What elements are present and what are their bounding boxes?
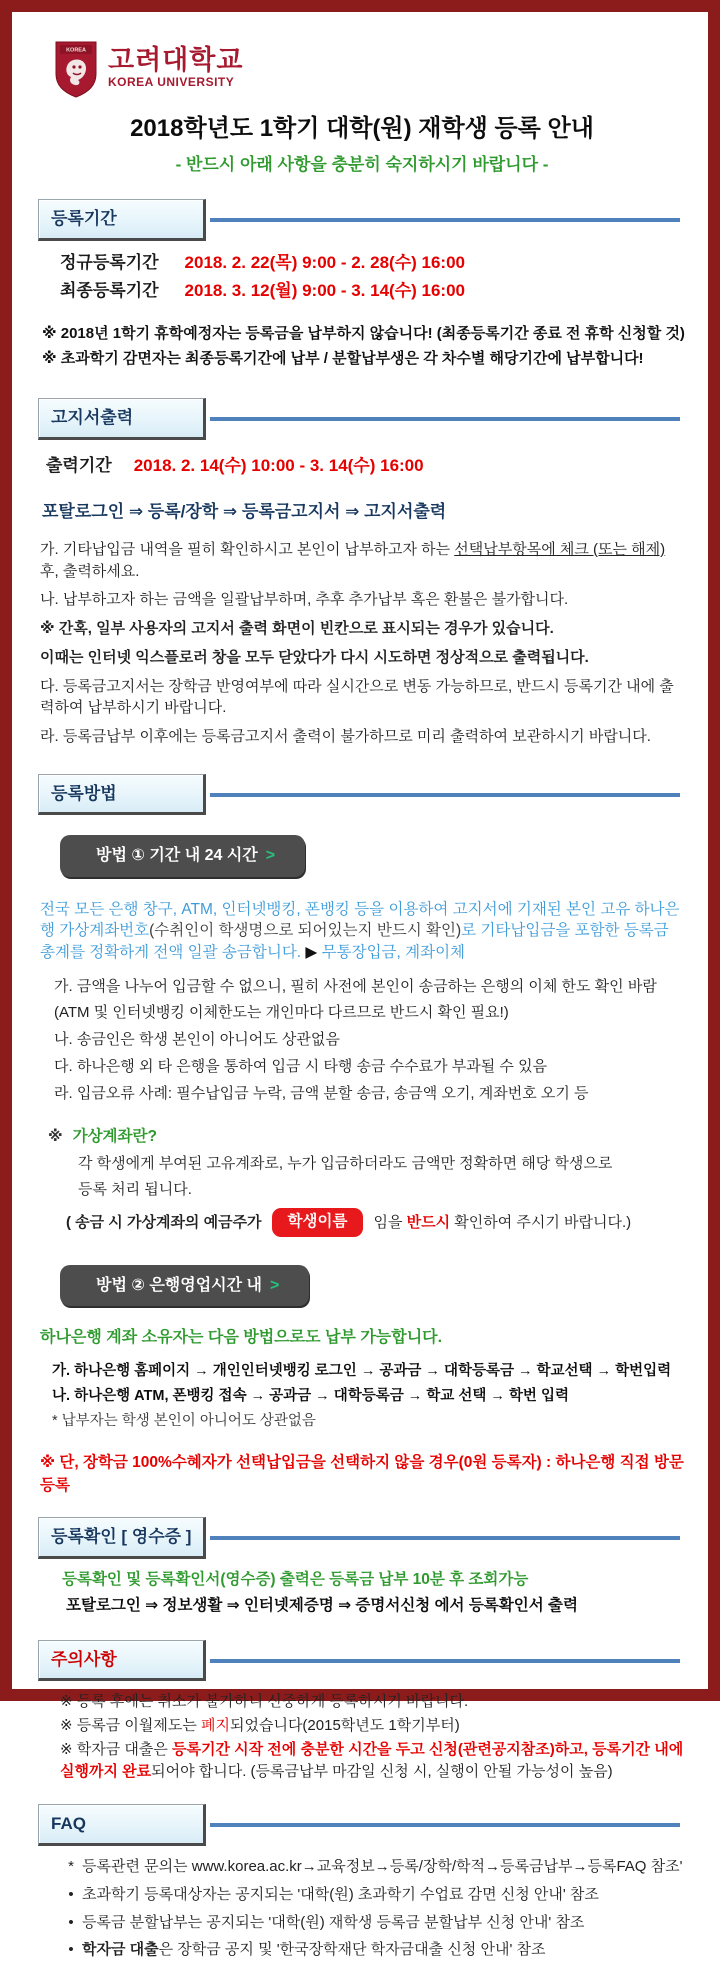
invoice-print-row [46,454,686,479]
caution-note-2-red: 폐지 [201,1717,230,1735]
method1-desc-blue-3: 무통장입금, 계좌이체 [321,943,466,961]
period-row-final [60,279,686,304]
faq-item [60,1939,686,1961]
confirm-post: 확인하여 주시기 바랍니다.) [454,1213,632,1231]
confirm-emphasis: 반드시 [406,1213,451,1231]
section-divider-line [210,1823,680,1827]
bullet-icon: • [68,1941,74,1959]
section-period-heading: 등록기간 [38,199,206,241]
period-label: 최종등록기간 [60,280,159,300]
section-caution-header [38,1640,686,1682]
section-method-header [38,774,686,816]
section-method-heading: 등록방법 [38,774,206,816]
caution-note-2 [60,1715,686,1737]
confirm-pre-text: ( 송금 시 가상계좌의 예금주가 [66,1213,262,1231]
period-row-regular [60,251,686,276]
invoice-item-a-pre: 가. 기타납입금 내역을 필히 확인하시고 본인이 납부하고자 하는 [40,540,455,558]
section-invoice-header [38,398,686,440]
section-divider-line [210,1536,680,1540]
method2-button-label: 방법 ② 은행영업시간 내 [96,1276,262,1294]
section-caution-heading: 주의사항 [38,1640,206,1682]
play-marker-icon: ▶ [301,943,322,961]
faq-item [60,1912,686,1934]
chevron-right-icon: > [270,1276,280,1294]
print-period-label: 출력기간 [46,455,112,475]
virtual-account-confirm-line [66,1208,686,1236]
confirm-portal-path: 포탈로그인 ⇒ 정보생활 ⇒ 인터넷제증명 ⇒ 증명서신청 에서 등록확인서 출력 [66,1597,578,1615]
invoice-note-bold-2: 이때는 인터넷 익스플로러 창을 모두 닫았다가 다시 시도하면 정상적으로 출력됩니다. [40,648,589,666]
method1-description [40,899,686,964]
invoice-note-bold-1: ※ 간혹, 일부 사용자의 고지서 출력 화면이 빈칸으로 표시되는 경우가 있습니다. [40,620,554,638]
method1-item-a-sub: (ATM 및 인터넷뱅킹 이체한도는 개인마다 다르므로 반드시 확인 필요!) [54,1004,509,1022]
section-invoice-heading: 고지서출력 [38,398,206,440]
method2-button [60,1265,309,1306]
invoice-portal-path: 포탈로그인 ⇒ 등록/장학 ⇒ 등록금고지서 ⇒ 고지서출력 [42,502,447,522]
method1-item-d: 라. 입금오류 사례: 필수납입금 누락, 금액 분할 송금, 송금액 오기, 계좌번호 오기 등 [54,1084,589,1102]
faq-item-text [82,1939,545,1961]
virtual-account-block [48,1126,686,1236]
confirm-green-line: 등록확인 및 등록확인서(영수증) 출력은 등록금 납부 10분 후 조회가능 [62,1570,529,1588]
virtual-account-body-2: 등록 처리 됩니다. [78,1180,192,1198]
method1-item-a: 가. 금액을 나누어 입금할 수 없으니, 필히 사전에 본인이 송금하는 은행의 이체 한도 확인 바람 [54,977,657,995]
invoice-item-b: 나. 납부하고자 하는 금액을 일괄납부하며, 추후 추가납부 혹은 환불은 불가합니다. [40,591,569,609]
caution-note-3-red: 등록기간 시작 전에 충분한 시간을 두고 신청(관련공지참조)하고, 등록기간 내에 실행까지 완료 [60,1740,684,1780]
invoice-item-a [40,539,686,583]
faq-items [60,1856,686,1961]
university-logo [54,40,686,98]
method2-items [52,1361,686,1432]
virtual-account-body-1: 각 학생에게 부여된 고유계좌로, 누가 입금하더라도 금액만 정확하면 해당 학생으로 [78,1154,613,1172]
period-notes [42,323,686,370]
svg-text:KOREA: KOREA [66,47,86,54]
section-confirm-heading: 등록확인 [ 영수증 ] [38,1517,206,1559]
virtual-account-title: 가상계좌란? [72,1128,157,1146]
method1-desc-dark: (수취인이 학생명으로 되어있는지 반드시 확인) [149,922,462,940]
page-subtitle: - 반드시 아래 사항을 충분히 숙지하시기 바랍니다 - [175,154,549,174]
bullet-icon: • [68,1885,74,1903]
confirm-mid: 임을 [373,1213,403,1231]
method1-item-b: 나. 송금인은 학생 본인이 아니어도 상관없음 [54,1031,340,1049]
method1-desc-blue-2: 로 기타납입금을 포함한 등록금 총계를 정확하게 전액 일괄 송금합니다. [40,922,669,961]
section-period-header [38,199,686,241]
university-name-kr: 고려대학교 [108,45,244,76]
method1-item-c: 다. 하나은행 외 타 은행을 통하여 입금 시 타행 송금 수수료가 부과될 수 있음 [54,1057,548,1075]
caution-note-3 [60,1739,686,1783]
period-value: 2018. 3. 12(월) 9:00 - 3. 14(수) 16:00 [184,280,465,300]
print-period-value: 2018. 2. 14(수) 10:00 - 3. 14(수) 16:00 [133,455,424,475]
university-name-en: KOREA UNIVERSITY [108,75,235,90]
invoice-items [40,539,686,748]
section-divider-line [210,1659,680,1663]
section-divider-line [210,793,680,797]
method2-item-b: 나. 하나은행 ATM, 폰뱅킹 접속 → 공과금 → 대학등록금 → 학교 선택 → 학번 입력 [52,1388,569,1405]
bullet-icon: • [68,1913,74,1931]
method2-item-sub: * 납부자는 학생 본인이 아니어도 상관없음 [52,1413,316,1430]
caution-items [60,1691,686,1782]
invoice-item-c: 다. 등록금고지서는 장학금 반영여부에 따라 실시간으로 변동 가능하므로, 반드시 등록기간 내에 출력하여 납부하시기 바랍니다. [40,677,674,717]
section-confirm-header [38,1517,686,1559]
period-value: 2018. 2. 22(목) 9:00 - 2. 28(수) 16:00 [184,253,465,273]
faq-item [60,1884,686,1906]
method1-button [60,835,305,876]
period-note: ※ 초과학기 감면자는 최종등록기간에 납부 / 분할납부생은 각 차수별 해당기간에 납부합니다! [42,350,644,368]
student-name-badge: 학생이름 [272,1208,364,1236]
method1-desc-blue-1: 전국 모든 은행 창구, ATM, 인터넷뱅킹, 폰뱅킹 등을 이용하여 고지서에 기재된 본인 고유 하나은행 가상계좌번호 [40,900,680,940]
caution-note-3-post: 되어야 합니다. (등록금납부 마감일 신청 시, 실행이 안될 가능성이 높음) [151,1762,613,1780]
chevron-right-icon: > [265,847,276,865]
faq-item-text: 초과학기 등록대상자는 공지되는 '대학(원) 초과학기 수업료 감면 신청 안내' 참조 [82,1885,599,1903]
method1-items [54,976,686,1105]
method1-button-label: 방법 ① 기간 내 24 시간 [96,847,258,865]
period-note: ※ 2018년 1학기 휴학예정자는 등록금을 납부하지 않습니다! (최종등록기간 종료 전 휴학 신청할 것) [42,325,685,343]
method2-item-a: 가. 하나은행 홈페이지 → 개인인터넷뱅킹 로그인 → 공과금 → 대학등록금 → 학교선택 → 학번입력 [52,1363,672,1380]
scholarship-warning: ※ 단, 장학금 100%수혜자가 선택납입금을 선택하지 않을 경우(0원 등록자) : 하나은행 직접 방문등록 [40,1454,684,1494]
section-faq-header [38,1804,686,1846]
period-label: 정규등록기간 [60,253,159,273]
confirm-mid-text [373,1212,631,1234]
method2-green-line: 하나은행 계좌 소유자는 다음 방법으로도 납부 가능합니다. [40,1329,443,1347]
bullet-icon: * [68,1858,74,1876]
faq-item [60,1856,686,1878]
invoice-item-d: 라. 등록금납부 이후에는 등록금고지서 출력이 불가하므로 미리 출력하여 보관하시기 바랍니다. [40,728,651,746]
caution-note-2-post: 되었습니다(2015학년도 1학기부터) [229,1717,460,1735]
reference-marker: ※ [48,1128,63,1146]
invoice-item-a-underline: 선택납부항목에 체크 (또는 해제) [454,540,666,558]
faq-item-rest: 은 장학금 공지 및 '한국장학재단 학자금대출 신청 안내' 참조 [158,1941,546,1959]
page-title: 2018학년도 1학기 대학(원) 재학생 등록 안내 [130,115,594,142]
virtual-account-title-row [48,1126,686,1148]
faq-item-bold: 학자금 대출 [82,1941,159,1959]
university-shield-icon [54,40,98,98]
section-divider-line [210,218,680,222]
university-name [108,46,243,92]
section-faq-heading: FAQ [38,1804,206,1846]
caution-note-3-pre: ※ 학자금 대출은 [60,1740,173,1758]
invoice-item-a-post: 후, 출력하세요. [40,562,140,580]
faq-item-text: 등록관련 문의는 www.korea.ac.kr→교육정보→등록/장학/학적→등록금납부→등록FAQ 참조' [82,1858,683,1876]
section-divider-line [210,417,680,421]
caution-note-2-pre: ※ 등록금 이월제도는 [60,1717,201,1735]
faq-item-text: 등록금 분할납부는 공지되는 '대학(원) 재학생 등록금 분할납부 신청 안내' 참조 [82,1913,585,1931]
caution-note-1: ※ 등록 후에는 취소가 불가하니 신중하게 등록하시기 바랍니다. [60,1693,469,1711]
